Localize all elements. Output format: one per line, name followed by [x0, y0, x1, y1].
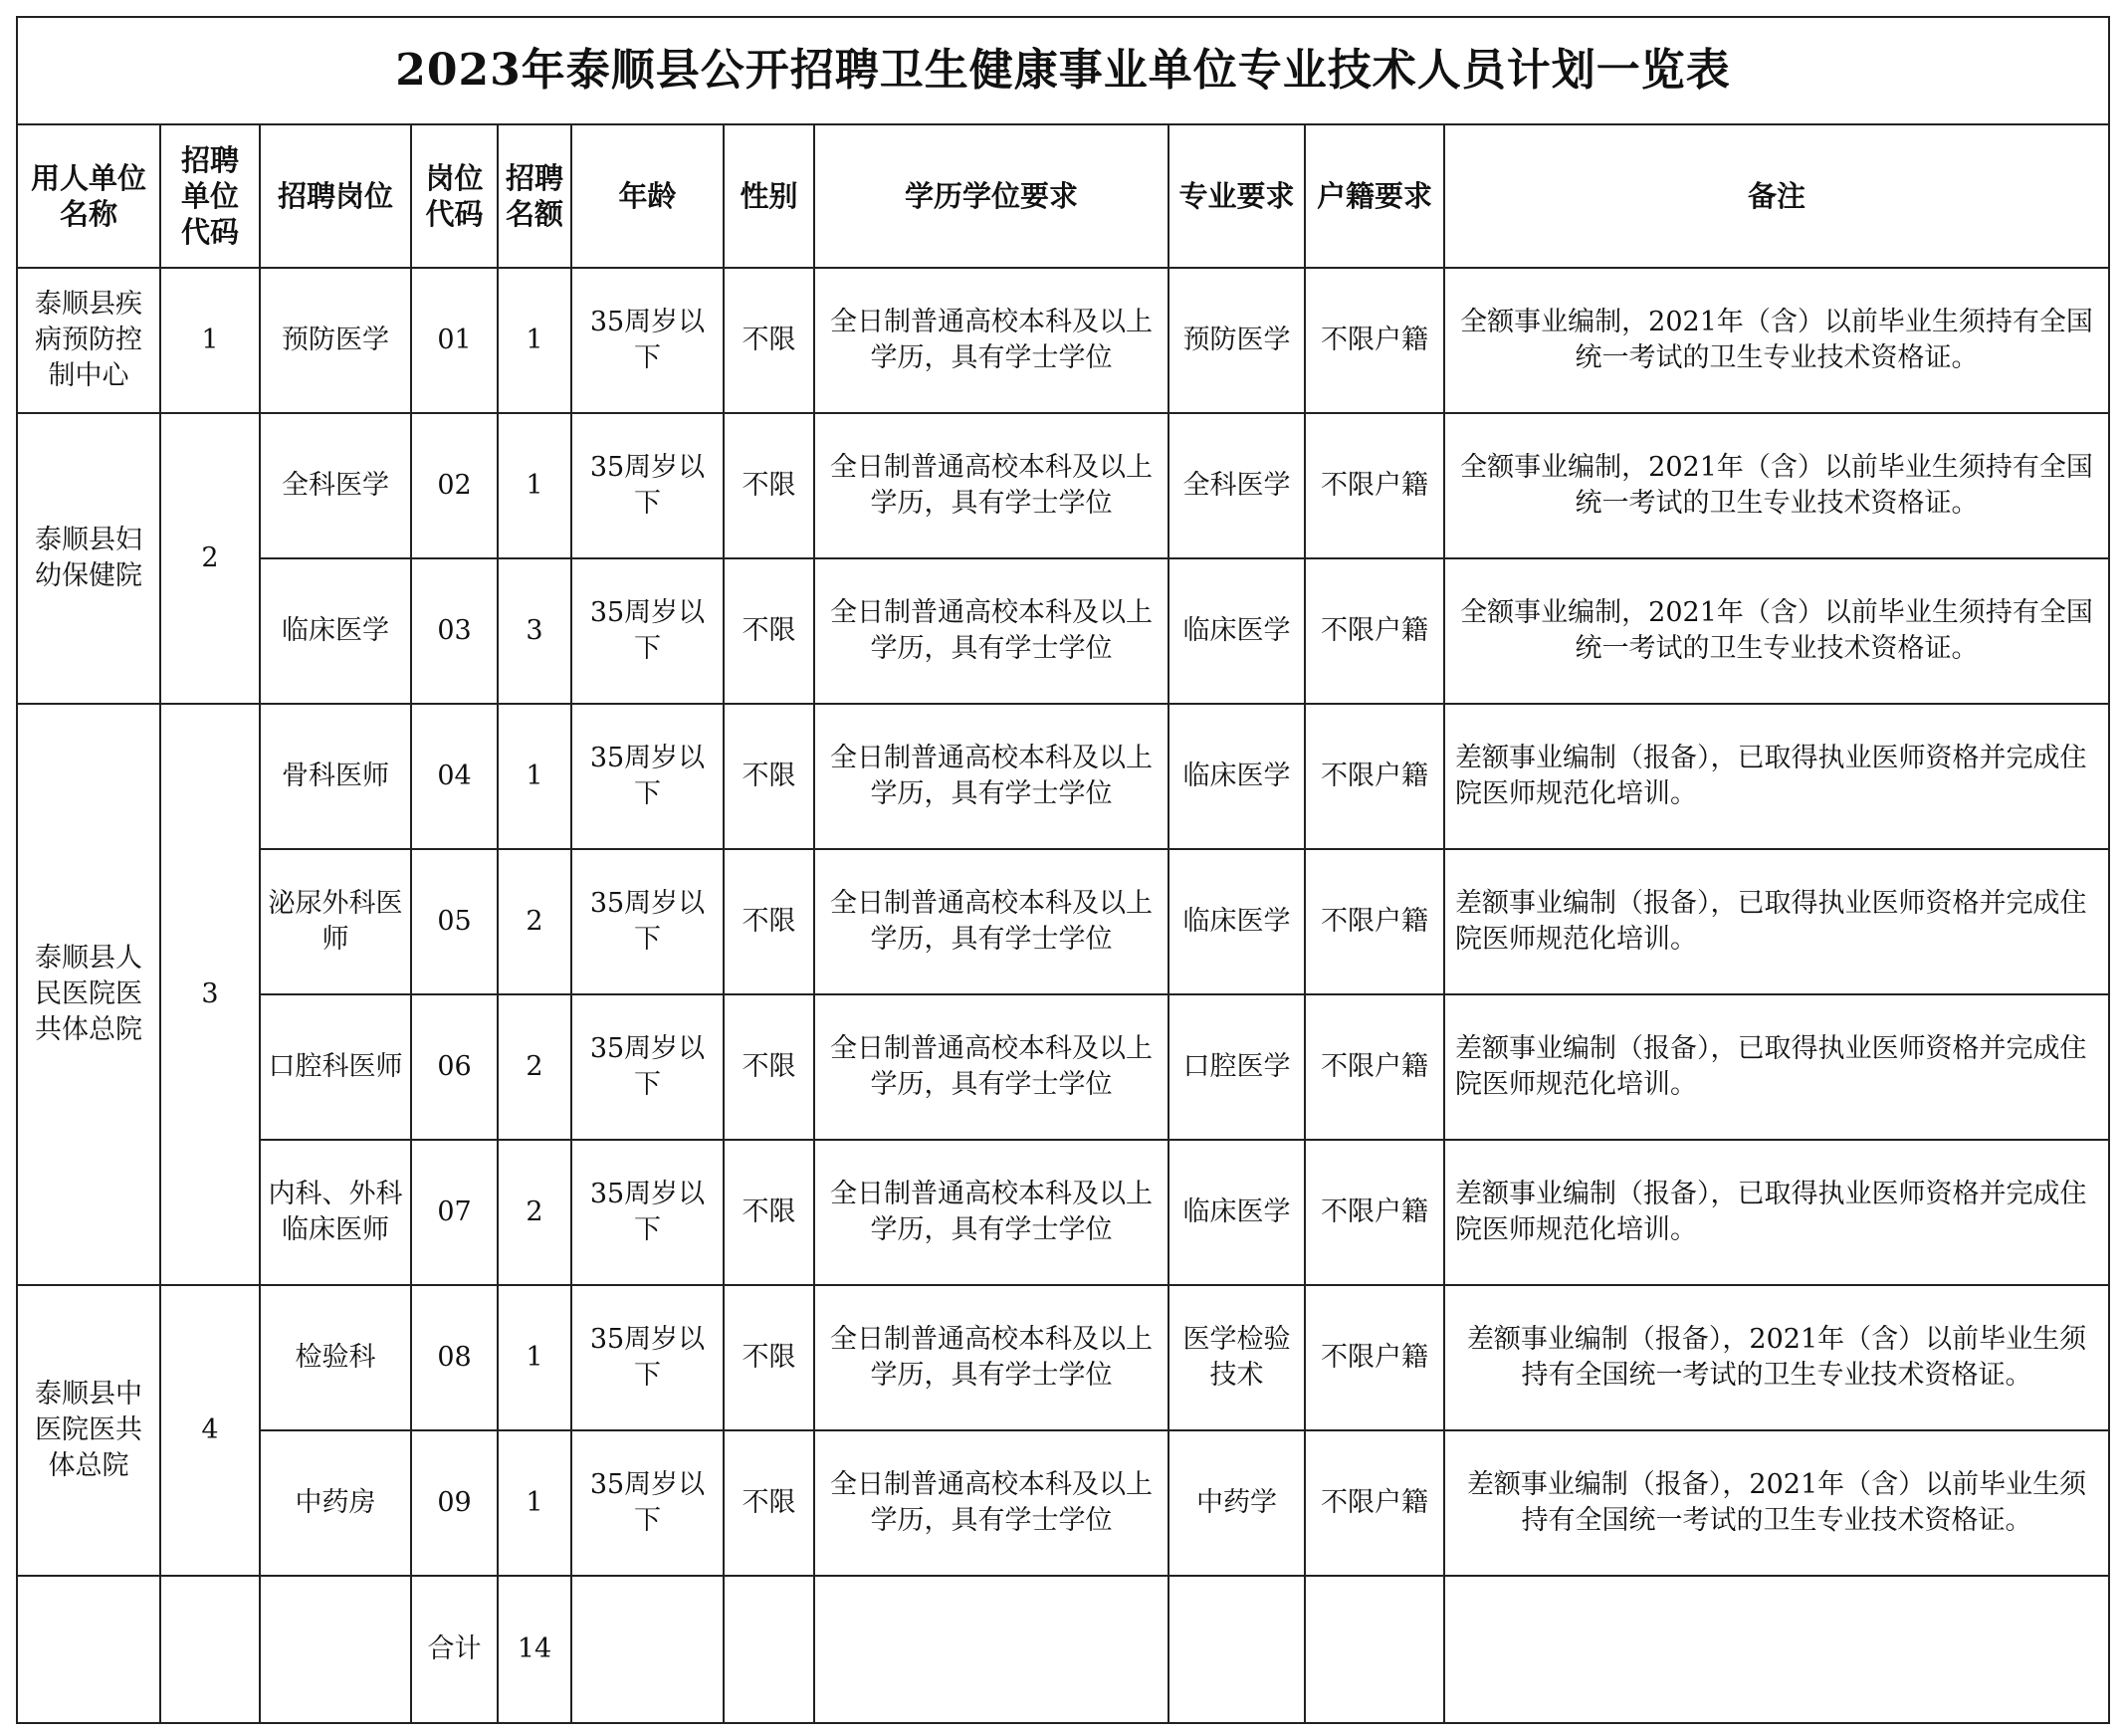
- header-age: 年龄: [571, 124, 724, 268]
- table-row: [17, 704, 2109, 849]
- header-remark: 备注: [1444, 124, 2109, 268]
- header-quota: 招聘名额: [498, 124, 571, 268]
- quota-cell: 1: [498, 268, 571, 413]
- age-cell: 35周岁以下: [571, 1285, 724, 1430]
- table-row: [17, 558, 2109, 704]
- position-cell: 泌尿外科医师: [260, 849, 411, 994]
- table-row: [17, 994, 2109, 1140]
- hukou-cell: 不限户籍: [1305, 558, 1444, 704]
- education-cell: 全日制普通高校本科及以上学历，具有学士学位: [814, 1430, 1168, 1576]
- empty-cell: [17, 1576, 160, 1723]
- header-unit-code: 招聘单位代码: [160, 124, 260, 268]
- position-cell: 全科医学: [260, 413, 411, 558]
- age-cell: 35周岁以下: [571, 704, 724, 849]
- position-cell: 预防医学: [260, 268, 411, 413]
- remark-cell: 差额事业编制（报备），已取得执业医师资格并完成住院医师规范化培训。: [1444, 1140, 2109, 1285]
- header-position: 招聘岗位: [260, 124, 411, 268]
- page-title: 2023年泰顺县公开招聘卫生健康事业单位专业技术人员计划一览表: [17, 17, 2109, 124]
- major-cell: 临床医学: [1168, 1140, 1305, 1285]
- hukou-cell: 不限户籍: [1305, 1285, 1444, 1430]
- education-cell: 全日制普通高校本科及以上学历，具有学士学位: [814, 704, 1168, 849]
- empty-cell: [724, 1576, 814, 1723]
- empty-cell: [1444, 1576, 2109, 1723]
- hukou-cell: 不限户籍: [1305, 1430, 1444, 1576]
- remark-cell: 差额事业编制（报备），2021年（含）以前毕业生须持有全国统一考试的卫生专业技术资格证。: [1444, 1285, 2109, 1430]
- age-cell: 35周岁以下: [571, 1430, 724, 1576]
- empty-cell: [571, 1576, 724, 1723]
- header-gender: 性别: [724, 124, 814, 268]
- age-cell: 35周岁以下: [571, 1140, 724, 1285]
- quota-cell: 1: [498, 1285, 571, 1430]
- position-cell: 骨科医师: [260, 704, 411, 849]
- gender-cell: 不限: [724, 704, 814, 849]
- total-label: 合计: [411, 1576, 498, 1723]
- table-row: [17, 849, 2109, 994]
- education-cell: 全日制普通高校本科及以上学历，具有学士学位: [814, 558, 1168, 704]
- major-cell: 临床医学: [1168, 558, 1305, 704]
- empty-cell: [814, 1576, 1168, 1723]
- position-code-cell: 04: [411, 704, 498, 849]
- major-cell: 预防医学: [1168, 268, 1305, 413]
- position-code-cell: 03: [411, 558, 498, 704]
- gender-cell: 不限: [724, 413, 814, 558]
- remark-cell: 全额事业编制，2021年（含）以前毕业生须持有全国统一考试的卫生专业技术资格证。: [1444, 413, 2109, 558]
- position-code-cell: 02: [411, 413, 498, 558]
- education-cell: 全日制普通高校本科及以上学历，具有学士学位: [814, 1140, 1168, 1285]
- quota-cell: 1: [498, 1430, 571, 1576]
- position-code-cell: 05: [411, 849, 498, 994]
- header-major: 专业要求: [1168, 124, 1305, 268]
- empty-cell: [1305, 1576, 1444, 1723]
- gender-cell: 不限: [724, 849, 814, 994]
- position-code-cell: 09: [411, 1430, 498, 1576]
- remark-cell: 全额事业编制，2021年（含）以前毕业生须持有全国统一考试的卫生专业技术资格证。: [1444, 558, 2109, 704]
- position-cell: 检验科: [260, 1285, 411, 1430]
- empty-cell: [260, 1576, 411, 1723]
- position-cell: 内科、外科临床医师: [260, 1140, 411, 1285]
- education-cell: 全日制普通高校本科及以上学历，具有学士学位: [814, 994, 1168, 1140]
- hukou-cell: 不限户籍: [1305, 704, 1444, 849]
- age-cell: 35周岁以下: [571, 994, 724, 1140]
- major-cell: 口腔医学: [1168, 994, 1305, 1140]
- major-cell: 全科医学: [1168, 413, 1305, 558]
- position-code-cell: 01: [411, 268, 498, 413]
- unit-code-cell: 4: [160, 1285, 260, 1576]
- table-row: [17, 1140, 2109, 1285]
- unit-code-cell: 2: [160, 413, 260, 704]
- header-education: 学历学位要求: [814, 124, 1168, 268]
- age-cell: 35周岁以下: [571, 413, 724, 558]
- quota-cell: 2: [498, 1140, 571, 1285]
- remark-cell: 差额事业编制（报备），已取得执业医师资格并完成住院医师规范化培训。: [1444, 994, 2109, 1140]
- quota-cell: 2: [498, 994, 571, 1140]
- hukou-cell: 不限户籍: [1305, 413, 1444, 558]
- remark-cell: 差额事业编制（报备），已取得执业医师资格并完成住院医师规范化培训。: [1444, 704, 2109, 849]
- table-row: [17, 1430, 2109, 1576]
- quota-cell: 2: [498, 849, 571, 994]
- table-row: [17, 268, 2109, 413]
- recruitment-table-sheet: [16, 16, 2108, 1720]
- education-cell: 全日制普通高校本科及以上学历，具有学士学位: [814, 1285, 1168, 1430]
- hukou-cell: 不限户籍: [1305, 849, 1444, 994]
- hukou-cell: 不限户籍: [1305, 1140, 1444, 1285]
- major-cell: 临床医学: [1168, 849, 1305, 994]
- unit-name-cell: 泰顺县妇幼保健院: [17, 413, 160, 704]
- total-value: 14: [498, 1576, 571, 1723]
- table-row: [17, 1285, 2109, 1430]
- remark-cell: 差额事业编制（报备），2021年（含）以前毕业生须持有全国统一考试的卫生专业技术资格证。: [1444, 1430, 2109, 1576]
- hukou-cell: 不限户籍: [1305, 268, 1444, 413]
- position-cell: 临床医学: [260, 558, 411, 704]
- unit-name-cell: 泰顺县疾病预防控制中心: [17, 268, 160, 413]
- gender-cell: 不限: [724, 1430, 814, 1576]
- total-row: [17, 1576, 2109, 1723]
- hukou-cell: 不限户籍: [1305, 994, 1444, 1140]
- quota-cell: 3: [498, 558, 571, 704]
- empty-cell: [1168, 1576, 1305, 1723]
- gender-cell: 不限: [724, 1285, 814, 1430]
- table-row: [17, 413, 2109, 558]
- gender-cell: 不限: [724, 558, 814, 704]
- position-code-cell: 07: [411, 1140, 498, 1285]
- quota-cell: 1: [498, 704, 571, 849]
- gender-cell: 不限: [724, 994, 814, 1140]
- remark-cell: 全额事业编制，2021年（含）以前毕业生须持有全国统一考试的卫生专业技术资格证。: [1444, 268, 2109, 413]
- quota-cell: 1: [498, 413, 571, 558]
- empty-cell: [160, 1576, 260, 1723]
- recruitment-table: [16, 16, 2110, 1724]
- age-cell: 35周岁以下: [571, 849, 724, 994]
- header-row: [17, 124, 2109, 268]
- position-cell: 口腔科医师: [260, 994, 411, 1140]
- gender-cell: 不限: [724, 268, 814, 413]
- age-cell: 35周岁以下: [571, 268, 724, 413]
- header-position-code: 岗位代码: [411, 124, 498, 268]
- position-cell: 中药房: [260, 1430, 411, 1576]
- header-unit-name: 用人单位名称: [17, 124, 160, 268]
- education-cell: 全日制普通高校本科及以上学历，具有学士学位: [814, 268, 1168, 413]
- position-code-cell: 06: [411, 994, 498, 1140]
- header-hukou: 户籍要求: [1305, 124, 1444, 268]
- education-cell: 全日制普通高校本科及以上学历，具有学士学位: [814, 849, 1168, 994]
- major-cell: 医学检验技术: [1168, 1285, 1305, 1430]
- unit-name-cell: 泰顺县中医院医共体总院: [17, 1285, 160, 1576]
- gender-cell: 不限: [724, 1140, 814, 1285]
- major-cell: 中药学: [1168, 1430, 1305, 1576]
- education-cell: 全日制普通高校本科及以上学历，具有学士学位: [814, 413, 1168, 558]
- unit-name-cell: 泰顺县人民医院医共体总院: [17, 704, 160, 1285]
- unit-code-cell: 3: [160, 704, 260, 1285]
- position-code-cell: 08: [411, 1285, 498, 1430]
- remark-cell: 差额事业编制（报备），已取得执业医师资格并完成住院医师规范化培训。: [1444, 849, 2109, 994]
- major-cell: 临床医学: [1168, 704, 1305, 849]
- unit-code-cell: 1: [160, 268, 260, 413]
- age-cell: 35周岁以下: [571, 558, 724, 704]
